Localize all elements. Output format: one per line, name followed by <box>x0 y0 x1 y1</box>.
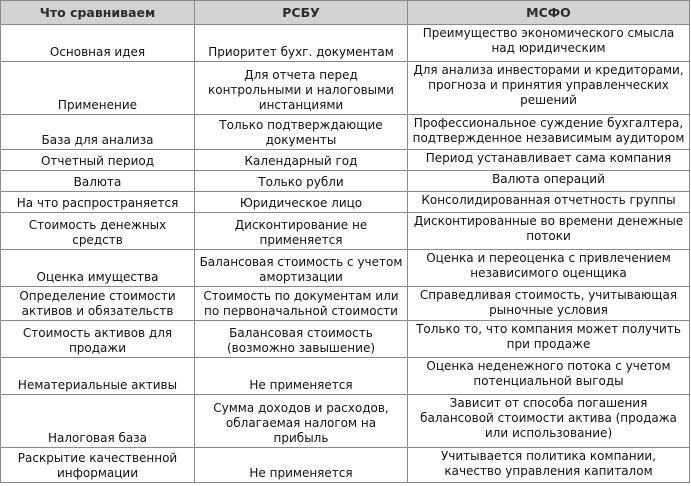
msfo-cell: Дисконтированные во времени денежные потоки <box>408 213 690 250</box>
table-row <box>1 62 690 115</box>
rsbu-cell: Дисконтирование не применяется <box>195 213 408 250</box>
criterion-cell: Стоимость денежных средств <box>1 213 195 250</box>
table-row <box>1 150 690 171</box>
rsbu-cell: Сумма доходов и расходов, облагаемая налогом на прибыль <box>195 395 408 448</box>
criterion-cell: Стоимость активов для продажи <box>1 321 195 358</box>
header-criterion: Что сравниваем <box>1 1 195 25</box>
criterion-cell: Раскрытие качественной информации <box>1 448 195 483</box>
rsbu-cell: Балансовая стоимость (возможно завышение) <box>195 321 408 358</box>
table-row <box>1 213 690 250</box>
criterion-cell: Нематериальные активы <box>1 358 195 395</box>
msfo-cell: Преимущество экономического смысла над юридическим <box>408 25 690 62</box>
criterion-cell: Оценка имущества <box>1 250 195 287</box>
rsbu-cell: Юридическое лицо <box>195 192 408 213</box>
rsbu-cell: Не применяется <box>195 448 408 483</box>
msfo-cell: Для анализа инвесторами и кредиторами, прогноза и принятия управленческих решений <box>408 62 690 115</box>
table-row <box>1 395 690 448</box>
header-rsbu: РСБУ <box>195 1 408 25</box>
criterion-cell: Определение стоимости активов и обязательств <box>1 287 195 321</box>
table-row <box>1 192 690 213</box>
criterion-cell: Налоговая база <box>1 395 195 448</box>
criterion-cell: Применение <box>1 62 195 115</box>
msfo-cell: Только то, что компания может получить при продаже <box>408 321 690 358</box>
msfo-cell: Период устанавливает сама компания <box>408 150 690 171</box>
rsbu-cell: Балансовая стоимость с учетом амортизации <box>195 250 408 287</box>
msfo-cell: Справедливая стоимость, учитывающая рыночные условия <box>408 287 690 321</box>
header-msfo: МСФО <box>408 1 690 25</box>
criterion-cell: Основная идея <box>1 25 195 62</box>
table-row <box>1 321 690 358</box>
msfo-cell: Профессиональное суждение бухгалтера, подтвержденное независимым аудитором <box>408 115 690 150</box>
msfo-cell: Оценка и переоценка с привлечением независимого оценщика <box>408 250 690 287</box>
msfo-cell: Зависит от способа погашения балансовой стоимости актива (продажа или использование) <box>408 395 690 448</box>
rsbu-cell: Приоритет бухг. документам <box>195 25 408 62</box>
criterion-cell: Отчетный период <box>1 150 195 171</box>
msfo-cell: Учитывается политика компании, качество управления капиталом <box>408 448 690 483</box>
table-body <box>1 25 690 483</box>
msfo-cell: Оценка неденежного потока с учетом потенциальной выгоды <box>408 358 690 395</box>
table-row <box>1 171 690 192</box>
criterion-cell: На что распространяется <box>1 192 195 213</box>
msfo-cell: Валюта операций <box>408 171 690 192</box>
rsbu-cell: Календарный год <box>195 150 408 171</box>
rsbu-cell: Стоимость по документам или по первоначальной стоимости <box>195 287 408 321</box>
table-row <box>1 287 690 321</box>
rsbu-cell: Только рубли <box>195 171 408 192</box>
criterion-cell: Валюта <box>1 171 195 192</box>
table-row <box>1 358 690 395</box>
rsbu-cell: Не применяется <box>195 358 408 395</box>
table-row <box>1 250 690 287</box>
table-row <box>1 25 690 62</box>
criterion-cell: База для анализа <box>1 115 195 150</box>
msfo-cell: Консолидированная отчетность группы <box>408 192 690 213</box>
table-header <box>1 1 690 25</box>
rsbu-cell: Только подтверждающие документы <box>195 115 408 150</box>
rsbu-cell: Для отчета перед контрольными и налоговыми инстанциями <box>195 62 408 115</box>
header-row <box>1 1 690 25</box>
table-row <box>1 115 690 150</box>
table-row <box>1 448 690 483</box>
